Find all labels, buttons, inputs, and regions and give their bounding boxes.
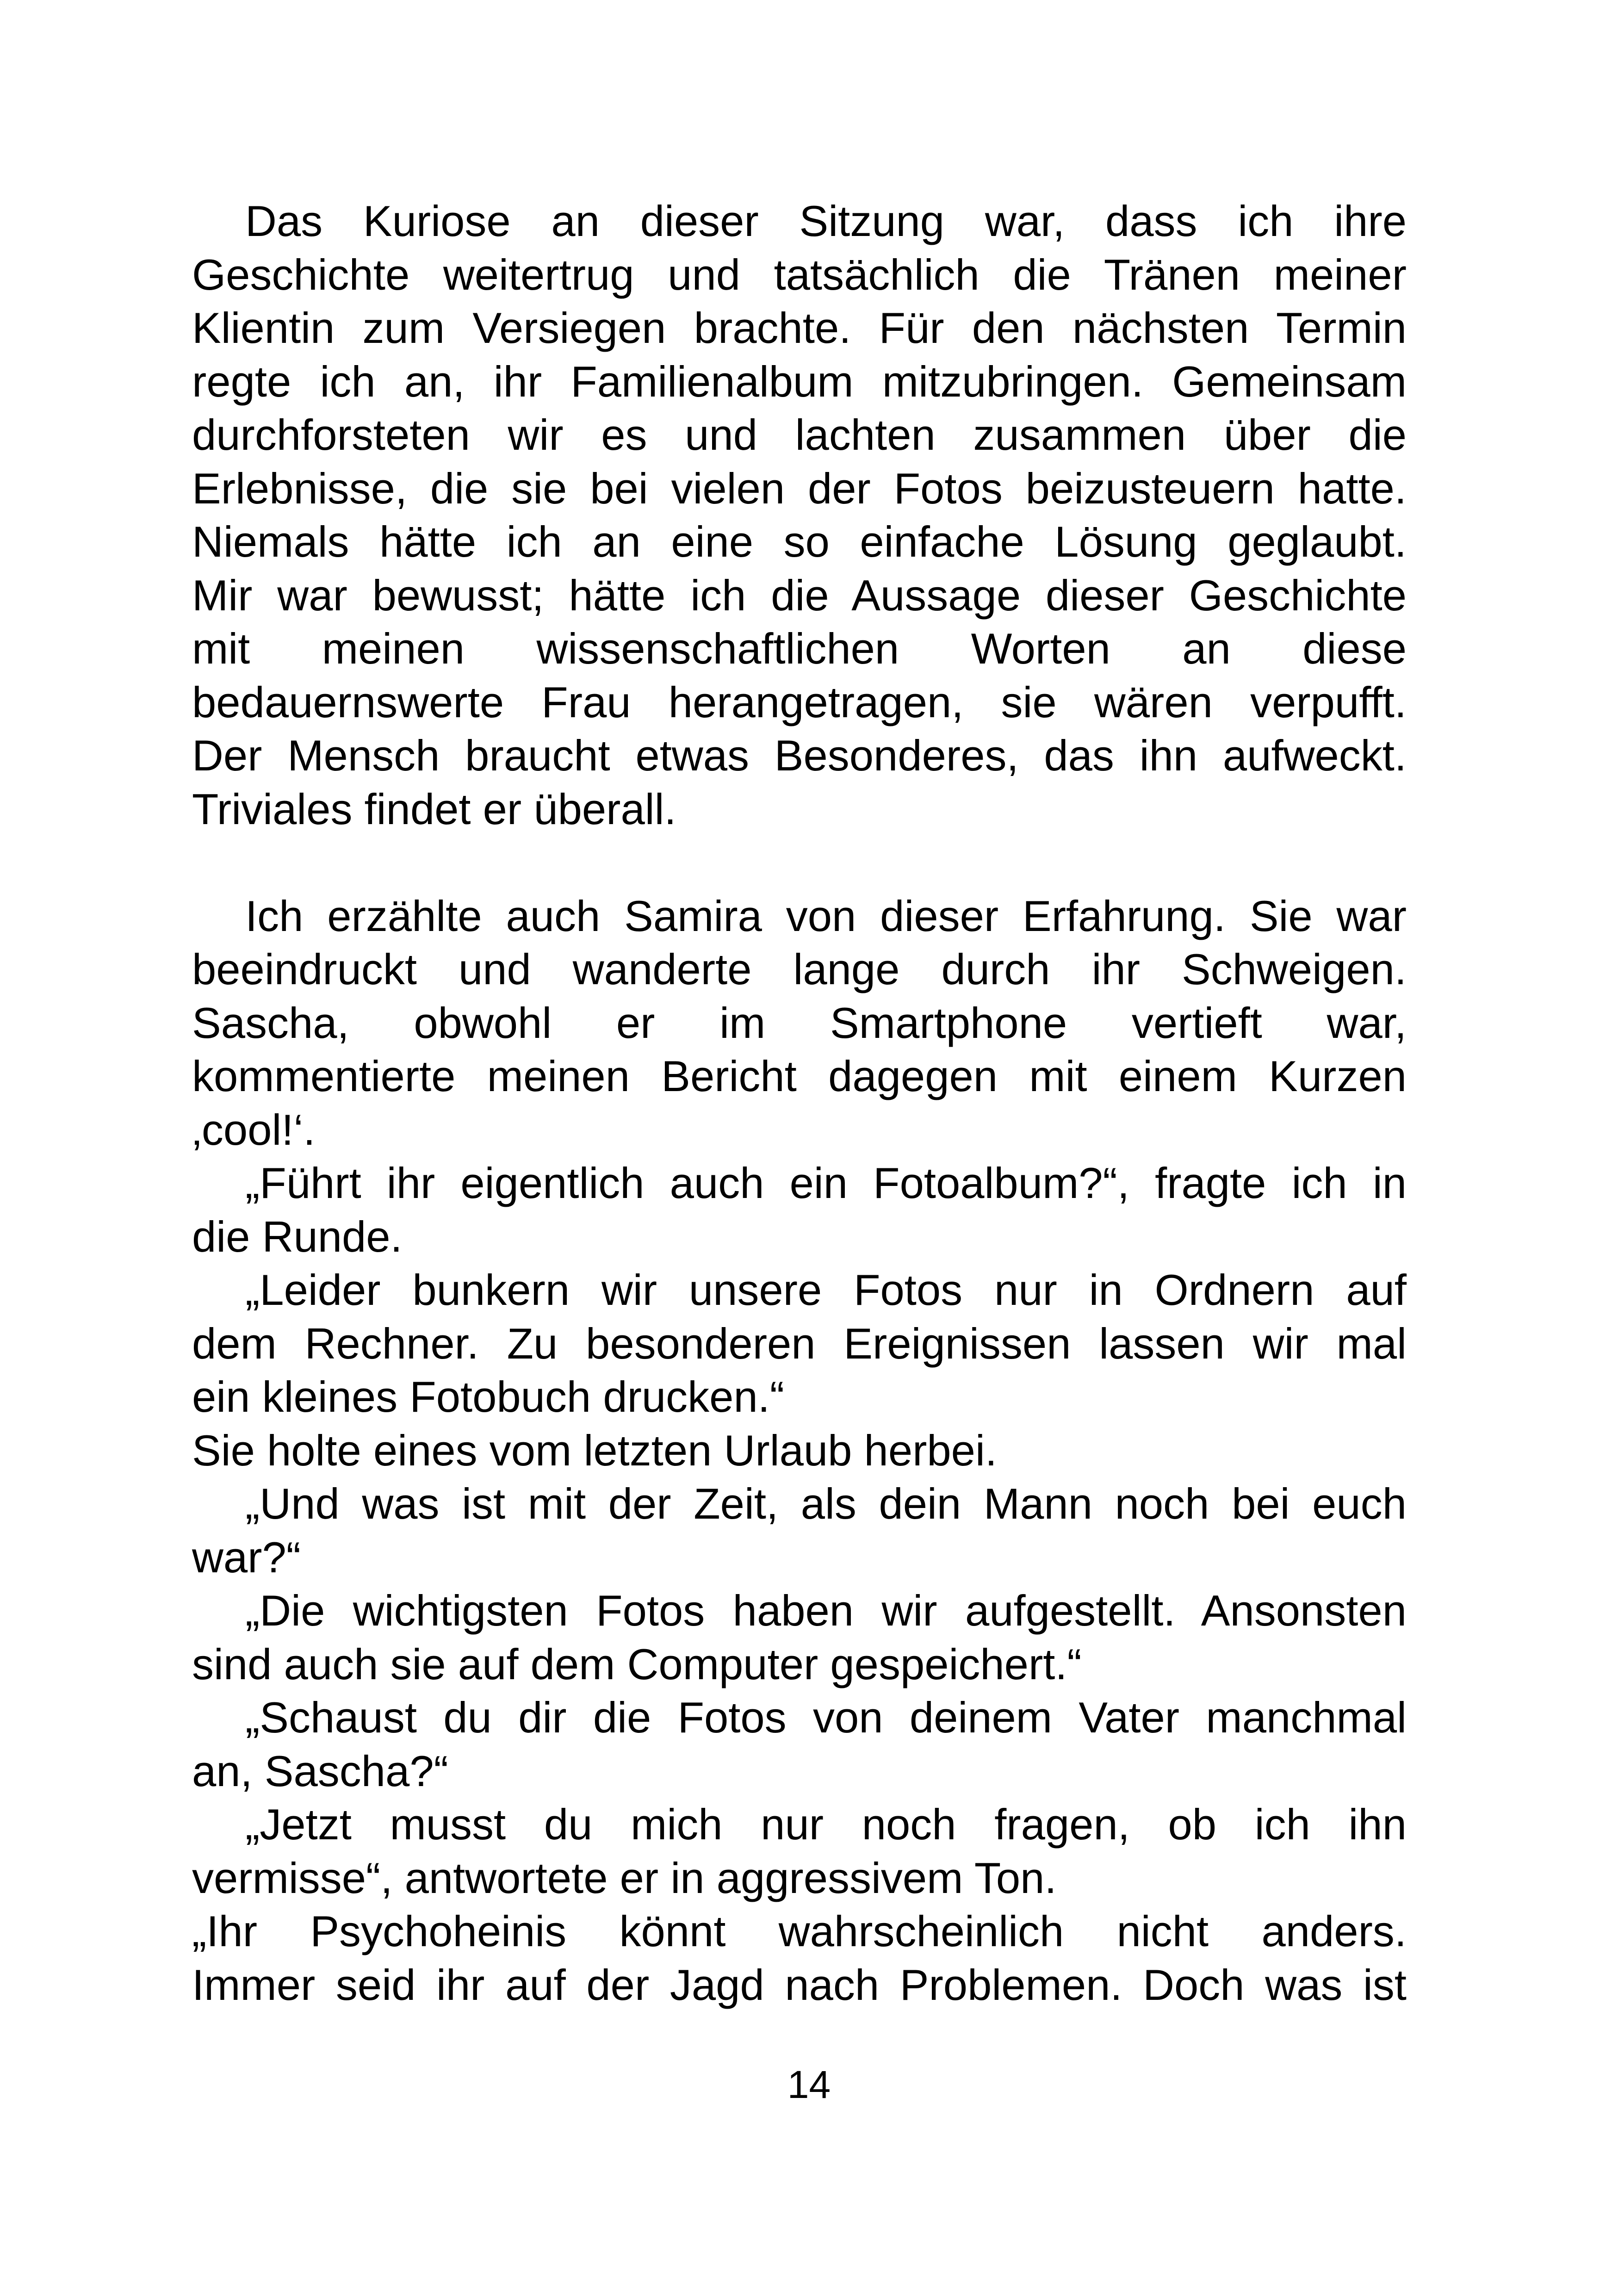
text-line: „Und was ist mit der Zeit, als dein Mann noch bei euch — [245, 1479, 1407, 1528]
text-line: Niemals hätte ich an eine so einfache Lösung geglaubt. — [192, 517, 1407, 566]
text-line: Erlebnisse, die sie bei vielen der Fotos beizusteuern hatte. — [192, 464, 1407, 513]
text-line: Das Kuriose an dieser Sitzung war, dass ich ihre — [245, 197, 1407, 245]
text-line: „Führt ihr eigentlich auch ein Fotoalbum?“, fragte ich in — [245, 1159, 1407, 1207]
text-line: ein kleines Fotobuch drucken.“ — [192, 1372, 785, 1421]
text-line: regte ich an, ihr Familienalbum mitzubringen. Gemeinsam — [192, 357, 1407, 406]
text-line: war?“ — [192, 1533, 301, 1582]
text-line: vermisse“, antwortete er in aggressivem Ton. — [192, 1853, 1057, 1902]
text-line: Triviales findet er überall. — [192, 784, 676, 833]
text-line: Der Mensch braucht etwas Besonderes, das ihn aufweckt. — [192, 731, 1407, 780]
text-line: an, Sascha?“ — [192, 1746, 448, 1795]
text-line: Mir war bewusst; hätte ich die Aussage dieser Geschichte — [192, 571, 1407, 620]
text-line: „Jetzt musst du mich nur noch fragen, ob ich ihn — [245, 1800, 1407, 1849]
text-line: dem Rechner. Zu besonderen Ereignissen lassen wir mal — [192, 1319, 1407, 1368]
text-line: Geschichte weitertrug und tatsächlich die Tränen meiner — [192, 250, 1407, 299]
text-line: sind auch sie auf dem Computer gespeichert.“ — [192, 1639, 1082, 1688]
text-line: Ich erzählte auch Samira von dieser Erfahrung. Sie war — [245, 891, 1407, 940]
text-line: durchforsteten wir es und lachten zusammen über die — [192, 410, 1407, 459]
text-line: Sie holte eines vom letzten Urlaub herbei. — [192, 1426, 997, 1475]
text-line: kommentierte meinen Bericht dagegen mit einem Kurzen — [192, 1052, 1407, 1100]
text-line: beeindruckt und wanderte lange durch ihr Schweigen. — [192, 945, 1407, 993]
text-line: Immer seid ihr auf der Jagd nach Problemen. Doch was ist — [192, 1960, 1407, 2009]
text-line: bedauernswerte Frau herangetragen, sie wären verpufft. — [192, 677, 1407, 726]
page-number: 14 — [787, 2063, 831, 2106]
text-line: Sascha, obwohl er im Smartphone vertieft war, — [192, 998, 1407, 1047]
text-line: „Schaust du dir die Fotos von deinem Vater manchmal — [245, 1693, 1407, 1742]
body-text — [192, 194, 1407, 2011]
text-line: mit meinen wissenschaftlichen Worten an diese — [192, 624, 1407, 673]
text-line: Klientin zum Versiegen brachte. Für den nächsten Termin — [192, 304, 1407, 352]
text-line: ‚cool!‘. — [192, 1105, 316, 1154]
text-line: „Die wichtigsten Fotos haben wir aufgestellt. Ansonsten — [245, 1586, 1407, 1635]
text-line: „Ihr Psychoheinis könnt wahrscheinlich nicht anders. — [192, 1907, 1407, 1955]
text-line: „Leider bunkern wir unsere Fotos nur in Ordnern auf — [245, 1266, 1407, 1314]
text-line: die Runde. — [192, 1212, 403, 1261]
paragraph-gap — [192, 836, 1407, 889]
